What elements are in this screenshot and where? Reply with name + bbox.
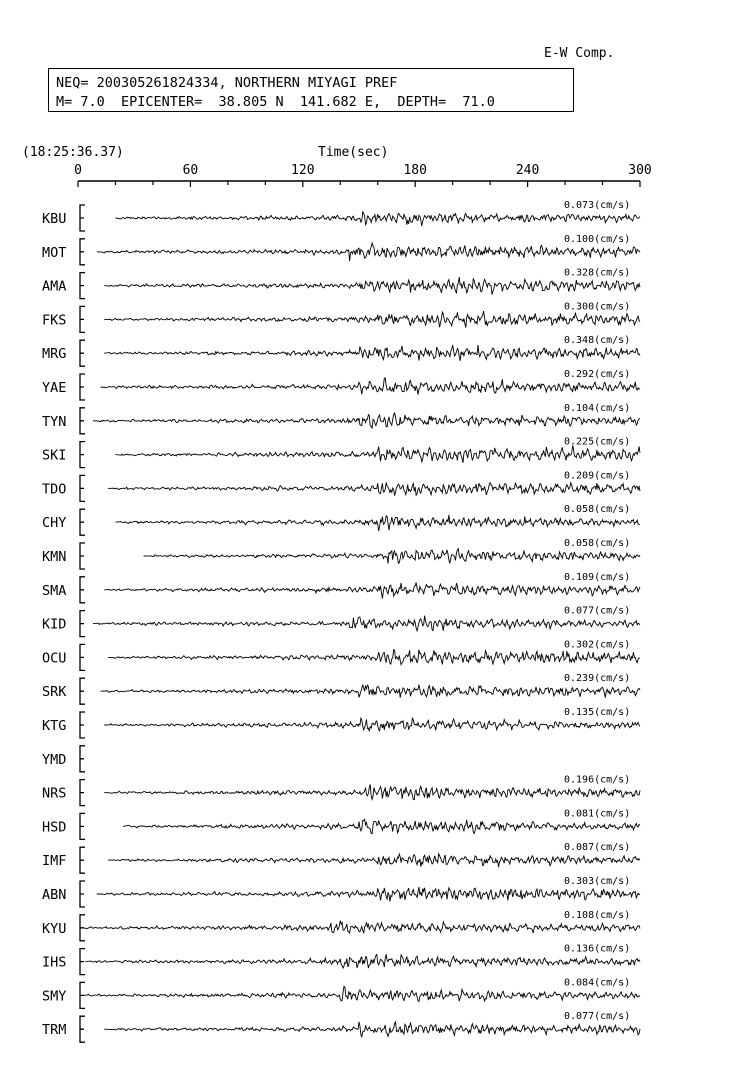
waveform-ocu: [108, 650, 640, 665]
peak-amplitude-label: 0.225(cm/s): [564, 436, 631, 448]
x-tick-label: 180: [403, 163, 427, 178]
station-bracket: [80, 509, 85, 535]
origin-time-label: (18:25:36.37): [22, 145, 124, 160]
station-label-hsd: HSD: [42, 819, 67, 836]
station-label-kbu: KBU: [42, 211, 67, 227]
station-bracket: [80, 239, 85, 265]
peak-amplitude-label: 0.328(cm/s): [564, 267, 631, 279]
station-label-kmn: KMN: [42, 549, 67, 565]
waveform-mot: [97, 243, 640, 261]
waveform-sma: [104, 582, 640, 598]
waveform-ktg: [104, 718, 640, 732]
peak-amplitude-label: 0.077(cm/s): [564, 605, 631, 617]
peak-amplitude-label: 0.109(cm/s): [564, 571, 631, 583]
station-label-yae: YAE: [42, 380, 67, 396]
station-label-sma: SMA: [42, 582, 67, 599]
trace-group: [42, 200, 640, 1042]
waveform-ihs: [86, 954, 641, 968]
station-label-ocu: OCU: [42, 650, 67, 667]
peak-amplitude-label: 0.292(cm/s): [564, 369, 631, 380]
station-bracket: [80, 678, 85, 704]
x-tick-label: 0: [74, 163, 82, 178]
station-bracket: [80, 881, 85, 907]
station-label-mot: MOT: [42, 244, 67, 261]
station-bracket: [80, 374, 85, 400]
peak-amplitude-label: 0.348(cm/s): [564, 335, 631, 347]
waveform-fks: [104, 311, 640, 328]
station-bracket: [80, 712, 85, 738]
peak-amplitude-label: 0.073(cm/s): [564, 200, 631, 211]
waveform-mrg: [104, 345, 640, 361]
station-label-tyn: TYN: [42, 413, 67, 430]
waveform-smy: [82, 986, 640, 1001]
station-label-kyu: KYU: [42, 920, 67, 937]
waveform-kyu: [82, 921, 640, 934]
peak-amplitude-label: 0.100(cm/s): [564, 233, 631, 245]
waveform-kid: [93, 616, 640, 631]
peak-amplitude-label: 0.135(cm/s): [564, 707, 631, 718]
station-bracket: [80, 273, 85, 299]
peak-amplitude-label: 0.077(cm/s): [564, 1011, 631, 1023]
station-label-smy: SMY: [42, 988, 67, 1005]
peak-amplitude-label: 0.209(cm/s): [564, 470, 631, 482]
waveform-hsd: [123, 819, 640, 833]
station-label-mrg: MRG: [42, 346, 67, 363]
x-tick-label: 60: [182, 163, 199, 178]
station-bracket: [80, 408, 85, 434]
x-tick-label: 240: [515, 163, 540, 178]
station-label-ymd: YMD: [42, 751, 67, 768]
station-label-abn: ABN: [42, 887, 67, 903]
waveform-trm: [104, 1021, 640, 1036]
station-bracket: [80, 611, 85, 637]
station-bracket: [80, 442, 85, 468]
peak-amplitude-label: 0.084(cm/s): [564, 977, 631, 989]
station-bracket: [80, 644, 85, 670]
station-bracket: [80, 205, 85, 231]
waveform-yae: [101, 378, 641, 395]
peak-amplitude-label: 0.087(cm/s): [564, 842, 631, 854]
time-axis: [74, 163, 652, 187]
peak-amplitude-label: 0.196(cm/s): [564, 774, 631, 786]
x-tick-label: 120: [291, 163, 315, 178]
station-bracket: [80, 475, 85, 501]
waveform-kbu: [116, 212, 641, 226]
peak-amplitude-label: 0.081(cm/s): [564, 808, 631, 820]
station-label-tdo: TDO: [42, 481, 67, 498]
station-bracket: [80, 780, 85, 806]
station-bracket: [80, 577, 85, 603]
station-bracket: [80, 746, 85, 772]
x-tick-label: 300: [628, 163, 652, 178]
x-axis-title: Time(sec): [318, 145, 389, 160]
peak-amplitude-label: 0.239(cm/s): [564, 673, 631, 685]
station-label-imf: IMF: [42, 853, 67, 870]
peak-amplitude-label: 0.108(cm/s): [564, 909, 631, 921]
waveform-chy: [116, 515, 641, 531]
station-label-trm: TRM: [42, 1022, 67, 1039]
waveform-tyn: [93, 413, 640, 428]
station-bracket: [80, 543, 85, 569]
waveform-ski: [116, 446, 641, 463]
peak-amplitude-label: 0.058(cm/s): [564, 504, 631, 516]
peak-amplitude-label: 0.136(cm/s): [564, 943, 631, 955]
peak-amplitude-label: 0.302(cm/s): [564, 639, 631, 651]
waveform-srk: [101, 685, 641, 698]
station-label-srk: SRK: [42, 684, 67, 701]
station-label-ktg: KTG: [42, 718, 67, 734]
station-bracket: [80, 847, 85, 873]
station-label-fks: FKS: [42, 312, 67, 329]
station-label-chy: CHY: [42, 515, 67, 532]
peak-amplitude-label: 0.058(cm/s): [564, 538, 631, 549]
event-id-line: NEQ= 200305261824334, NORTHERN MIYAGI PREF: [56, 75, 398, 91]
peak-amplitude-label: 0.303(cm/s): [564, 876, 631, 887]
station-label-ama: AMA: [42, 278, 67, 295]
peak-amplitude-label: 0.300(cm/s): [564, 301, 631, 313]
station-bracket: [80, 949, 85, 975]
component-label: E-W Comp.: [544, 46, 615, 61]
station-label-ihs: IHS: [42, 954, 67, 971]
station-bracket: [80, 1016, 85, 1042]
station-label-nrs: NRS: [42, 785, 67, 802]
waveform-nrs: [104, 784, 640, 799]
station-bracket: [80, 813, 85, 839]
waveform-tdo: [108, 483, 640, 496]
waveform-imf: [108, 854, 640, 867]
event-params-line: M= 7.0 EPICENTER= 38.805 N 141.682 E, DEPTH= 71.0: [56, 94, 495, 110]
waveform-abn: [97, 887, 640, 902]
station-label-ski: SKI: [42, 447, 67, 464]
station-label-kid: KID: [42, 616, 67, 633]
waveform-kmn: [144, 549, 640, 564]
peak-amplitude-label: 0.104(cm/s): [564, 402, 631, 414]
station-bracket: [80, 306, 85, 332]
waveform-ama: [104, 277, 640, 294]
station-bracket: [80, 340, 85, 366]
